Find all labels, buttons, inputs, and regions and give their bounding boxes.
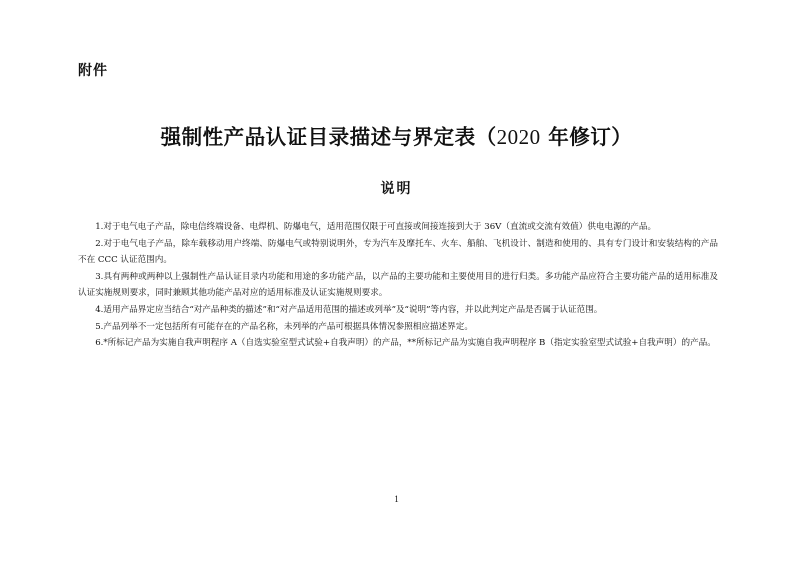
note-item-6: 6.*所标记产品为实施自我声明程序 A（自选实验室型式试验+自我声明）的产品，**所标记产品为实施自我声明程序 B（指定实验室型式试验+自我声明）的产品。 bbox=[95, 338, 716, 349]
page-number: 1 bbox=[394, 494, 399, 504]
attachment-label: 附件 bbox=[78, 63, 108, 79]
note-item-2: 2.对于电气电子产品，除车载移动用户终端、防爆电气或特别说明外，专为汽车及摩托车、火车、船舶、飞机设计、制造和使用的、具有专门设计和安装结构的产品不在 CCC 认证范围内。 bbox=[78, 238, 718, 266]
note-item-3: 3.具有两种或两种以上强制性产品认证目录内功能和用途的多功能产品，以产品的主要功能和主要使用目的进行归类。多功能产品应符合主要功能产品的适用标准及认证实施规则要求，同时兼顾其他功能产品对应的适用标准及认证实施规则要求。 bbox=[78, 271, 718, 299]
section-heading: 说明 bbox=[380, 181, 413, 197]
note-item-1: 1.对于电气电子产品，除电信终端设备、电焊机、防爆电气，适用范围仅限于可直接或间接连接到大于 36V（直流或交流有效值）供电电源的产品。 bbox=[95, 222, 657, 232]
notes-list bbox=[78, 219, 718, 352]
document-title-main: 强制性产品认证目录描述与界定表（ bbox=[160, 125, 497, 149]
document-title-end: 年修订） bbox=[540, 125, 633, 149]
document-title bbox=[0, 120, 793, 150]
note-item-4: 4.适用产品界定应当结合“对产品种类的描述”和“对产品适用范围的描述或列举”及“说明”等内容，并以此判定产品是否属于认证范围。 bbox=[95, 304, 603, 315]
note-item-5: 5.产品列举不一定包括所有可能存在的产品名称，未列举的产品可根据具体情况参照相应描述界定。 bbox=[95, 321, 473, 332]
document-title-year: 2020 bbox=[496, 125, 541, 149]
